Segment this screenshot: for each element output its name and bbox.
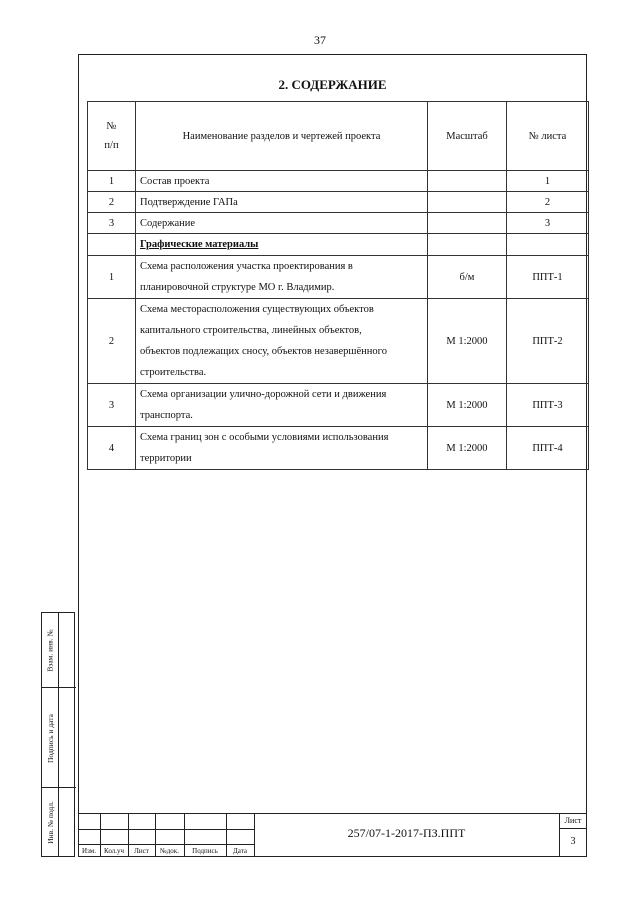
header-scale: Масштаб	[428, 102, 507, 171]
tb-label-signature: Подпись	[192, 847, 218, 855]
row-sheet: ППТ-1	[507, 256, 589, 299]
row-number: 3	[88, 384, 136, 427]
stamp-text: Взам. инв. №	[45, 629, 55, 672]
tb-label-sheet: Лист	[134, 847, 149, 855]
title-block	[78, 813, 587, 857]
stamp-label-signature	[42, 688, 58, 788]
row-sheet: ППТ-4	[507, 427, 589, 470]
row-name	[136, 384, 428, 427]
tb-row-line	[78, 829, 254, 830]
row-scale: б/м	[428, 256, 507, 299]
row-scale	[428, 192, 507, 213]
section-row	[88, 234, 589, 256]
tb-row-line	[559, 828, 587, 829]
row-name: Подтверждение ГАПа	[136, 192, 428, 213]
row-name-line: Схема месторасположения существующих объектов	[140, 304, 374, 315]
header-name	[136, 102, 428, 171]
row-number: 3	[88, 213, 136, 234]
header-sheet: № листа	[507, 102, 589, 171]
table-row	[88, 299, 589, 384]
stamp-cell-signature	[42, 688, 76, 788]
stamp-text: Инв. № подл.	[45, 800, 55, 844]
header-name-text: Наименование разделов и чертежей проекта	[182, 130, 381, 142]
row-name	[136, 299, 428, 384]
row-sheet: 3	[507, 213, 589, 234]
tb-label-date: Дата	[233, 847, 247, 855]
header-number	[88, 102, 136, 171]
row-scale: М 1:2000	[428, 427, 507, 470]
header-number-line1: №	[106, 121, 117, 132]
row-name-line: объектов подлежащих сносу, объектов незавершённого	[140, 346, 387, 357]
row-number: 2	[88, 299, 136, 384]
row-sheet: 2	[507, 192, 589, 213]
row-scale	[428, 171, 507, 192]
sheet-label: Лист	[564, 816, 582, 825]
row-name-line: Схема организации улично-дорожной сети и движения	[140, 389, 387, 400]
row-name-line: строительства.	[140, 367, 207, 378]
tb-label-change: Изм.	[82, 847, 96, 855]
document-code: 257/07-1-2017-ПЗ.ППТ	[347, 826, 466, 840]
stamp-cell-replacement	[42, 613, 76, 688]
stamp-label-inventory	[42, 788, 58, 856]
row-name	[136, 256, 428, 299]
section-scale-empty	[428, 234, 507, 256]
left-stamp	[41, 612, 75, 857]
row-sheet: ППТ-2	[507, 299, 589, 384]
row-name-line: транспорта.	[140, 410, 193, 421]
row-name: Состав проекта	[136, 171, 428, 192]
section-heading: 2. СОДЕРЖАНИЕ	[278, 77, 387, 92]
row-name-line: планировочной структуре МО г. Владимир.	[140, 282, 335, 293]
stamp-cell-inventory	[42, 788, 76, 856]
section-title: Графические материалы	[140, 239, 259, 250]
row-number: 4	[88, 427, 136, 470]
row-name	[136, 427, 428, 470]
row-scale: М 1:2000	[428, 384, 507, 427]
row-number: 2	[88, 192, 136, 213]
table-row	[88, 213, 589, 234]
table-row	[88, 427, 589, 470]
row-name-line: Схема границ зон с особыми условиями использования	[140, 432, 389, 443]
row-sheet: 1	[507, 171, 589, 192]
row-name-line: Схема расположения участка проектирования в	[140, 261, 353, 272]
row-sheet: ППТ-3	[507, 384, 589, 427]
row-name-line: территории	[140, 453, 192, 464]
stamp-label-replacement	[42, 613, 58, 688]
row-scale	[428, 213, 507, 234]
table-header-row	[88, 102, 589, 171]
section-title-cell	[136, 234, 428, 256]
sheet-number: 3	[570, 836, 576, 847]
header-number-line2: п/п	[104, 140, 119, 151]
stamp-text: Подпись и дата	[45, 713, 55, 763]
page-number: 37	[314, 33, 326, 47]
table-row	[88, 171, 589, 192]
tb-label-count: Кол.уч	[104, 847, 124, 855]
row-name: Содержание	[136, 213, 428, 234]
row-number: 1	[88, 256, 136, 299]
table-row	[88, 384, 589, 427]
section-number-empty	[88, 234, 136, 256]
table-row	[88, 256, 589, 299]
section-sheet-empty	[507, 234, 589, 256]
contents-table	[87, 101, 589, 470]
row-name-line: капитального строительства, линейных объектов,	[140, 325, 362, 336]
tb-label-doc: №док.	[160, 847, 179, 855]
row-scale: М 1:2000	[428, 299, 507, 384]
row-number: 1	[88, 171, 136, 192]
table-row	[88, 192, 589, 213]
